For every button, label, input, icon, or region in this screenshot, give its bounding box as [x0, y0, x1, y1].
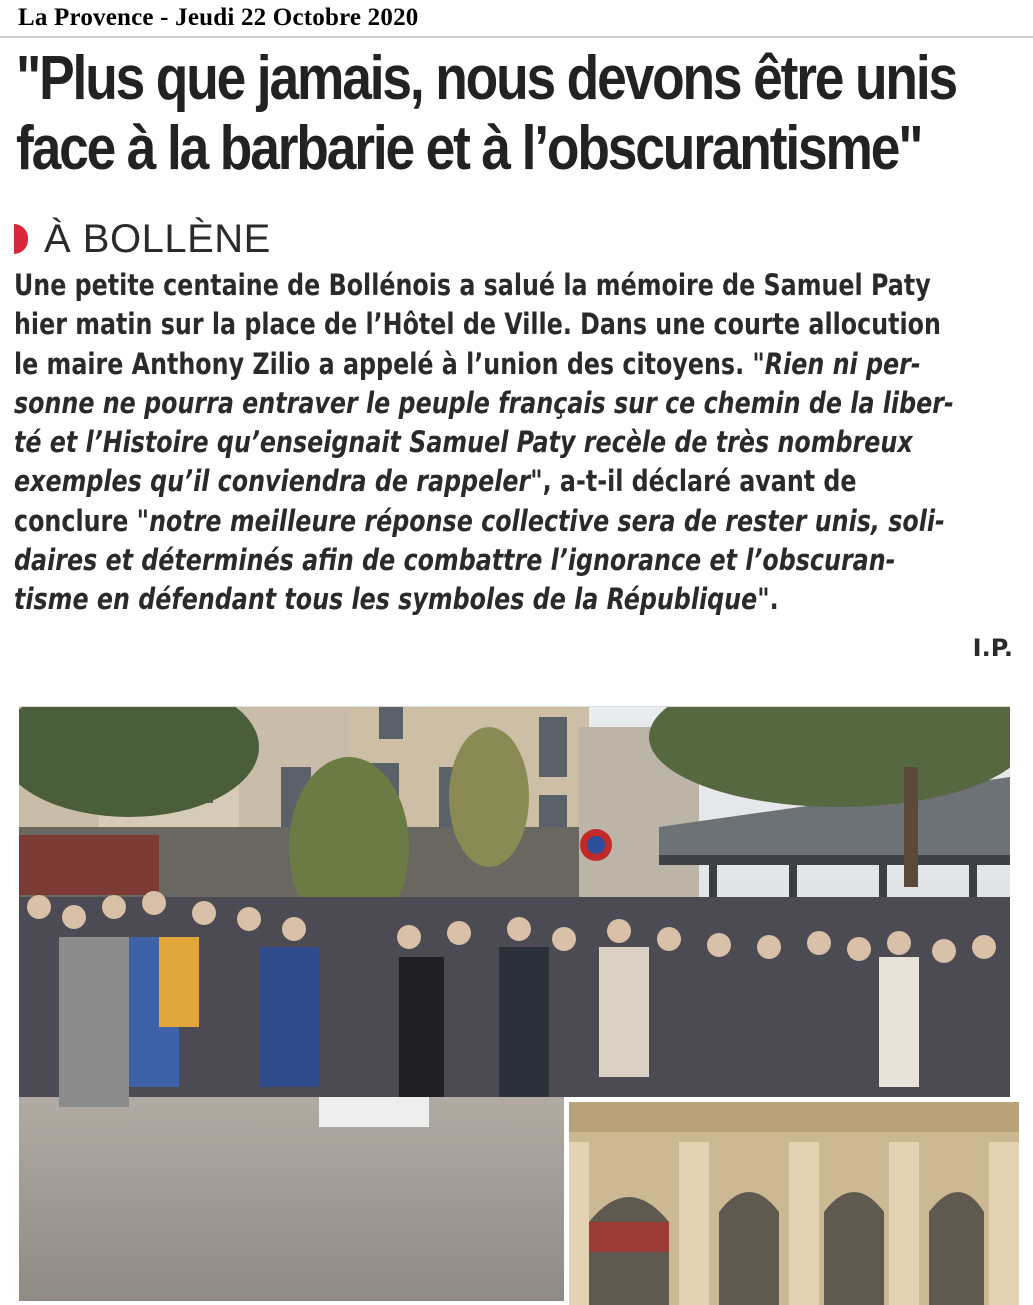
newspaper-source-line: La Provence - Jeudi 22 Octobre 2020	[18, 4, 419, 31]
location-kicker	[14, 217, 271, 261]
body-line-7-text: conclure	[14, 503, 137, 538]
body-second-quote-end: tisme en défendant tous les symboles de la République"	[14, 582, 770, 617]
body-line-2: hier matin sur la place de l’Hôtel de Ville. Dans une courte allocution	[14, 307, 941, 342]
article-body	[14, 266, 1027, 620]
town-hall-facade-illustration	[569, 1102, 1019, 1305]
body-line-6	[14, 462, 1027, 501]
headline-line-1: "Plus que jamais, nous devons être unis	[16, 44, 956, 113]
header-divider	[0, 36, 1033, 38]
body-line-9-period: .	[769, 582, 779, 617]
town-hall-inset-photo	[564, 1097, 1019, 1305]
body-line-8	[14, 541, 1027, 580]
body-line-9	[14, 580, 1027, 619]
body-line-7	[14, 502, 1027, 541]
body-line-5	[14, 423, 1027, 462]
body-line-4	[14, 384, 1027, 423]
body-line-6-text: , a-t-il déclaré avant de	[542, 464, 857, 499]
body-quote-line-4: sonne ne pourra entraver le peuple français sur ce chemin de la liber-	[14, 385, 954, 420]
body-line-3	[14, 345, 1027, 384]
article-headline	[16, 44, 1022, 184]
kicker-marker-icon	[14, 224, 28, 254]
author-initials: I.P.	[972, 634, 1013, 662]
body-second-quote-line-8: daires et déterminés afin de combattre l’ignorance et l’obscuran-	[14, 543, 896, 578]
body-quote-start: "Rien ni per-	[752, 346, 921, 381]
body-quote-line-5: té et l’Histoire qu’enseignait Samuel Paty recèle de très nombreux	[14, 425, 913, 460]
headline-line-2: face à la barbarie et à l’obscurantisme"	[16, 114, 922, 183]
body-quote-end: exemples qu’il conviendra de rappeler"	[14, 464, 543, 499]
body-line-1: Une petite centaine de Bollénois a salué la mémoire de Samuel Paty	[14, 268, 931, 302]
body-line-3-text: le maire Anthony Zilio a appelé à l’union des citoyens.	[14, 346, 753, 381]
body-second-quote-start: "notre meilleure réponse collective sera de rester unis, soli-	[136, 503, 945, 538]
kicker-label: À BOLLÈNE	[44, 216, 271, 261]
